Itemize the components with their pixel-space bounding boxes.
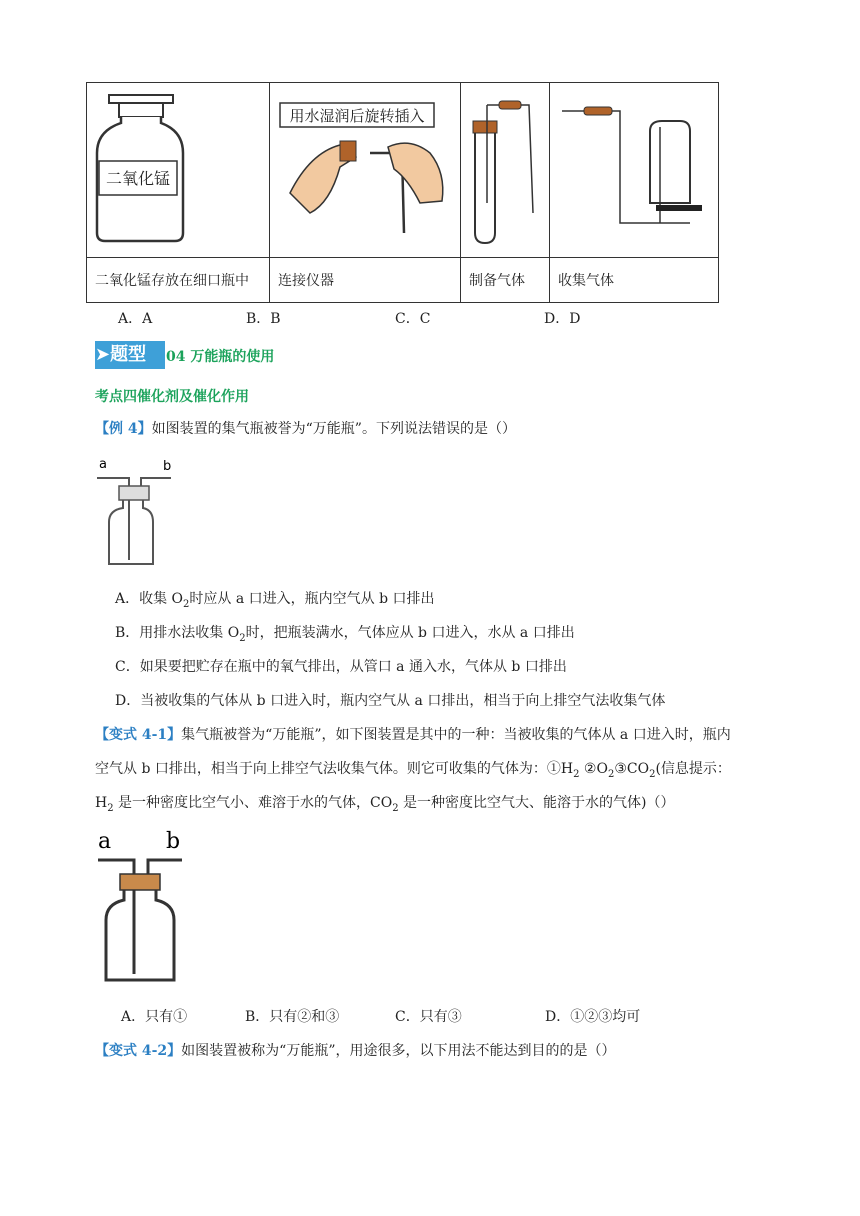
topic-heading: 考点四催化剂及催化作用 [95,389,249,405]
fig-a-label: a [99,457,107,472]
line-text: ②O [579,761,608,777]
hint-text: 用水湿润后旋转插入 [289,107,425,125]
caption-1: 二氧化锰存放在细口瓶中 [87,258,270,303]
opt-text: B．用排水法收集 O [115,625,240,641]
option-a: A．A [118,311,153,327]
fig-b-label: b [166,829,181,854]
variant42-text: 如图装置被称为“万能瓶”，用途很多，以下用法不能达到目的的是（） [181,1043,616,1059]
line-text: 空气从 b 口排出，相当于向上排空气法收集气体。则它可收集的气体为：①H [95,761,574,777]
example4-option-c [115,656,567,676]
variant41-tag: 【变式 4-1】 [95,727,182,743]
reagent-bottle-figure [87,83,269,253]
prepare-figure [461,83,549,253]
flask-figure-small [95,452,185,572]
variant41-option-a: A．只有① [121,1009,188,1025]
option-d: D．D [544,311,581,327]
caption-4: 收集气体 [550,258,719,303]
example4-tag: 【例 4】 [95,421,152,437]
fig-b-label: b [163,459,172,474]
connect-cell [270,83,461,258]
opt-text: 时应从 a 口进入，瓶内空气从 b 口排出 [189,591,435,607]
opt-text: D．当被收集的气体从 b 口进入时，瓶内空气从 a 口排出，相当于向上排空气法收集气体 [115,693,666,709]
option-c: C．C [395,311,431,327]
subscript: 2 [107,803,114,814]
example4-text: 如图装置的集气瓶被誉为“万能瓶”。下列说法错误的是（） [151,421,516,437]
subscript: 2 [607,769,615,780]
subscript: 2 [649,769,656,780]
opt-text: 时，把瓶装满水，气体应从 b 口进入，水从 a 口排出 [245,625,575,641]
subscript: 2 [573,769,580,780]
example4-stem [95,418,516,438]
variant41-line1 [95,724,731,744]
connect-figure [270,83,460,253]
prepare-cell [461,83,550,258]
bottle-label: 二氧化锰 [105,169,171,188]
collect-figure [550,83,718,253]
subscript: 2 [239,633,246,644]
banner-label: 题型 [110,344,147,365]
variant41-line3 [95,792,675,812]
example4-option-b [115,622,575,642]
subscript: 2 [183,599,190,610]
line-text: H [95,795,108,811]
caption-2: 连接仪器 [270,258,461,303]
variant41-line2 [95,758,731,778]
flask-figure-large [92,824,202,989]
experiment-table [86,82,719,303]
reagent-bottle-cell [87,83,270,258]
line-text: 是一种密度比空气大、能溶于水的气体)（） [398,795,675,811]
option-b: B．B [246,311,281,327]
variant41-option-b: B．只有②和③ [245,1009,340,1025]
type-banner [95,341,165,369]
variant42-tag: 【变式 4-2】 [95,1043,182,1059]
banner-title: 04 万能瓶的使用 [166,349,275,365]
arrow-icon: ➤ [95,344,111,365]
fig-a-label: a [98,829,112,854]
opt-text: A．收集 O [115,591,184,607]
line-text: (信息提示： [655,761,731,777]
collect-cell [550,83,719,258]
line-text: 集气瓶被誉为“万能瓶”，如下图装置是其中的一种：当被收集的气体从 a 口进入时，瓶内 [181,727,731,743]
line-text: ③CO [614,761,650,777]
example4-option-a [115,588,435,608]
subscript: 2 [392,803,399,814]
example4-option-d [115,690,665,710]
variant41-option-c: C．只有③ [395,1009,462,1025]
variant41-option-d: D．①②③均可 [545,1009,641,1025]
opt-text: C．如果要把贮存在瓶中的氧气排出，从管口 a 通入水，气体从 b 口排出 [115,659,567,675]
variant42-stem [95,1040,616,1060]
line-text: 是一种密度比空气小、难溶于水的气体，CO [113,795,393,811]
caption-3: 制备气体 [461,258,550,303]
